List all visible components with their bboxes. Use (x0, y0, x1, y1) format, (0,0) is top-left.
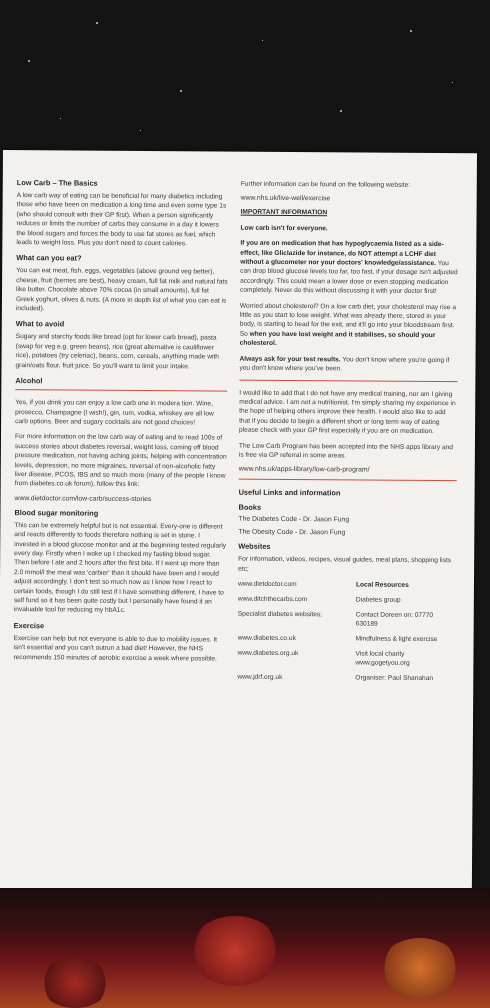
exercise-paragraph: Exercise can help but not everyone is able to due to mobility issues. It isn't essential and you can't outrun a bad diet! However, the NHS recommends 150 minutes of aerobic exercise a week where possible. (13, 634, 218, 663)
local-resource-item: Organiser: Paul Shanahan (355, 674, 434, 683)
background-speck (28, 60, 30, 62)
website-item[interactable]: www.diabetes.org.uk (237, 649, 299, 658)
nhs-exercise-link[interactable]: www.nhs.uk/live-well/exercise (240, 195, 331, 203)
local-resource-item: Contact Doreen on: 07770 630189 (355, 611, 434, 628)
book-item: The Obesity Code - Dr. Jason Fung (238, 528, 346, 537)
website-item[interactable]: www.dietdoctor.com (237, 580, 297, 589)
heading-books: Books (238, 502, 262, 513)
disclaimer-paragraph: I would like to add that I do not have any medical training, nor am I giving medical advice. I am not a nutritionist. I'm simply sharing my experience in the hope of helping others improve their health. I would also like to add that if you decide to begin a different short or long term way of eating please check with your GP first especially if you are on medication. (239, 389, 456, 436)
heading-what-to-avoid: What to avoid (15, 319, 65, 329)
websites-intro: For information, videos, recipes, visual guides, meal plans, shopping lists etc; (238, 555, 452, 573)
cholesterol-bold: when you have lost weight and it stabilises, so should your cholesterol. (239, 330, 436, 348)
test-results-text: You don't know where you're going if you don't know where you've been. (239, 356, 450, 373)
info-paragraph: For more information on the low carb way of eating and to read 100s of success stories about diabetes reversal, weight loss, coming off blood pressure medication, not having aching joints, helping with concentration levels, depression, no more migraines, reversal of non-alcoholic fatty liver disease, PCOS, IBS and so much more (many of the people I know from diabetes.co.uk forum), follow this link: (14, 433, 227, 489)
websites-and-resources-grid (237, 580, 456, 684)
alcohol-divider (15, 389, 227, 391)
success-stories-link[interactable]: www.dietdoctor.com/low-carb/success-stories (14, 494, 152, 503)
background-speck (96, 22, 98, 24)
hypo-warning-text: You can drop blood glucose levels too far, too fast, if your dosage isn't adjusted accordingly. This could mean a lower dose or even stopping medication completely. Never do this without discussing it with your doctor first! (240, 260, 458, 296)
background-fabric (0, 888, 490, 1008)
blood-sugar-paragraph: This can be extremely helpful but is not essential. Every-one is different and reacts differently to foods therefore nothing is set in stone. I invested in a blood glucose monitor and at the beginning tested regularly every day. Firstly when I woke up I checked my fasting blood sugar. Then before I ate and 2 hours after the first bite. If I went up more than 2.0 mmol/l the meal was 'carbier' than it should have been and I would adjust accordingly. I don't test so much now as I know how I react to certain foods, though I do still test if I have something different. I have to self fund so it has been quite costly but I personally have found it an invaluable tool for reducing my hbA1c. (13, 521, 227, 615)
cholesterol-paragraph (240, 301, 458, 350)
local-resource-item: Visit local charity www.gogetyou.org (355, 650, 410, 668)
useful-links-divider (239, 479, 457, 482)
heading-what-can-you-eat: What can you eat? (16, 253, 82, 263)
heading-blood-sugar-monitoring: Blood sugar monitoring (14, 507, 99, 518)
heading-useful-links: Useful Links and information (238, 487, 341, 498)
background-speck (410, 30, 412, 32)
cholesterol-text: Worried about cholesterol? On a low carb diet, your cholesterol may rise a little as you start to lose weight. What was already there, stored in your body, is starting to head for the exit, and it'll go into your bloodstream first. So (239, 302, 457, 338)
heading-exercise: Exercise (13, 620, 45, 631)
flower-pattern (380, 938, 460, 998)
further-info-text: Further information can be found on the following website: (240, 180, 411, 189)
background-speck (340, 110, 342, 112)
test-results-paragraph (239, 354, 457, 374)
background-speck (262, 40, 263, 41)
left-column (13, 178, 228, 669)
alcohol-paragraph: Yes, if you drink you can enjoy a low carb one in modera tion. Wine, prosecco, Champagne (I wish!), gin, rum, vodka, whiskey are all low carb options. Beer and sugary cocktails are not good choices! (15, 399, 214, 427)
title-low-carb-basics: Low Carb – The Basics (16, 178, 98, 188)
hypo-paragraph (240, 239, 458, 297)
website-item[interactable]: www.ditchthecarbs.com (237, 595, 308, 604)
hypo-warning-bold: If you are on medication that has hypoglycaemia listed as a side-effect, like Gliclazide for instance, do NOT attempt a LCHF diet without a glucometer nor your doctors' knowledge/assistance. (240, 239, 444, 268)
disclaimer-divider-top (239, 379, 457, 382)
important-information-heading: IMPORTANT INFORMATION (240, 209, 328, 217)
local-resources-heading: Local Resources (355, 581, 409, 589)
right-column (237, 180, 459, 684)
heading-alcohol: Alcohol (15, 376, 43, 386)
background-speck (140, 130, 141, 131)
background-speck (180, 90, 182, 92)
flower-pattern (40, 958, 110, 1008)
local-resource-item: Diabetes group (355, 596, 401, 604)
nhs-apps-library-link[interactable]: www.nhs.uk/apps-library/low-carb-program/ (238, 465, 370, 474)
website-item[interactable]: www.jdrf.org.uk (237, 673, 283, 682)
local-resource-item: Mindfulness & light exercise (355, 635, 438, 644)
flower-pattern (190, 916, 280, 986)
intro-paragraph: A low carb way of eating can be beneficial for many diabetics including those who have been on medication a long time and even some type 1s (who should consult with their GP first). When a person significantly reduces or limits the number of carbs they consume in a day it lowers the blood sugars and forces the body to use fat stores as fuel, which leads to weight loss. Plus you don't need to count calories. (16, 192, 227, 248)
program-paragraph: The Low Carb Program has been accepted into the NHS apps library and is free via GP referral in some areas. (238, 442, 454, 460)
avoid-paragraph: Sugary and starchy foods like bread (opt for lower carb bread), pasta (swap for veg e.g. green beans), rice (great alternative is cauliflower rice), potatoes (try celeriac), beans, corn, cereals, anything made with grain/oats flour, fruit juice. So you'll want to limit your intake. (15, 333, 219, 370)
website-item[interactable]: www.diabetes.co.uk (237, 634, 296, 643)
book-item: The Diabetes Code - Dr. Jason Fung (238, 515, 350, 524)
heading-websites: Websites (238, 541, 271, 552)
website-item: Specialist diabetes websites; (237, 610, 323, 619)
background-speck (452, 82, 453, 83)
background-speck (60, 118, 61, 119)
document-page (0, 150, 477, 895)
test-results-bold: Always ask for your test results. (239, 355, 341, 364)
low-carb-not-for-everyone: Low carb isn't for everyone. (240, 224, 328, 233)
eat-paragraph: You can eat meat, fish, eggs, vegetables (above ground veg better), cheese, fruit (berries are best), heavy cream, full fat milk and natural fats like butter. Chocolate above 70% cocoa (in small amounts), full fat Greek yoghurt, olives & nuts. (A more in depth list of what you can eat is included). (15, 267, 228, 313)
